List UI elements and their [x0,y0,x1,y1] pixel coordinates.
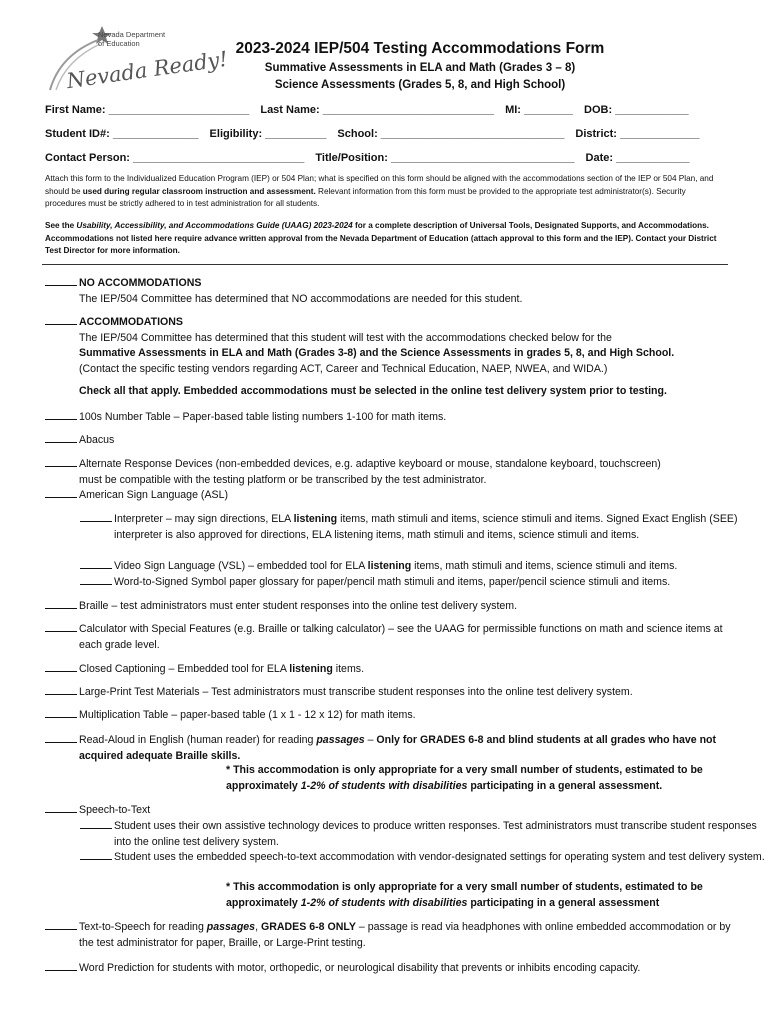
item-calculator[interactable]: Calculator with Special Features (e.g. Braille or talking calculator) – see the UAAG for permissible functions on math and science items at each grade level. [45,621,735,653]
mi-field[interactable]: MI: ________ [505,104,573,116]
item-alternate-response[interactable]: Alternate Response Devices (non-embedded devices, e.g. adaptive keyboard or mouse, standalone keyboard, touchscreen) must be compatible with the testing platform or be transcribed by the test administrator. [45,456,735,488]
item-read-aloud[interactable]: Read-Aloud in English (human reader) for reading passages – Only for GRADES 6-8 and blind students at all grades who have not acquired adequate Braille skills. [45,732,735,764]
district-field[interactable]: District: _____________ [575,128,700,140]
contact-row [45,152,725,164]
item-word-prediction[interactable]: Word Prediction for students with motor, orthopedic, or neurological disability that prevents or inhibits encoding capacity. [45,960,735,977]
name-row [45,104,725,116]
agency-line2: of Education [98,39,140,48]
accommodations-option[interactable]: ACCOMMODATIONS The IEP/504 Committee has determined that this student will test with the accommodations checked below for the Summative Assessments in ELA and Math (Grades 3-8) and the Science Assessments in grades 5, 8, and High School. (Contact the specific testing vendors regarding ACT, Career and Technical Education, NAEP, NWEA, and WIDA.) [45,314,735,377]
checkbox-blank[interactable] [45,314,77,325]
intro-paragraph-2: See the Usability, Accessibility, and Accommodations Guide (UAAG) 2023-2024 for a complete description of Universal Tools, Designated Supports, and Accommodations. Accommodations not listed here require advance written approval from the Nevada Department of Education (attach approval to this form and the IEP). Contact your District Test Director for more information. [45,221,717,255]
dob-field[interactable]: DOB: ____________ [584,104,689,116]
student-id-field[interactable]: Student ID#: ______________ [45,128,199,140]
divider [42,264,728,265]
item-interpreter[interactable]: Interpreter – may sign directions, ELA listening items, math stimuli and items, science stimuli and items. Signed Exact English (SEE) interpreter is also approved for directions, ELA listening items, math stimuli and items, science stimuli and items. [80,511,769,543]
item-text-to-speech[interactable]: Text-to-Speech for reading passages, GRADES 6-8 ONLY – passage is read via headphones with online embedded accommodation or by the test administrator for paper, Braille, or Large-Print testing. [45,919,735,951]
item-large-print[interactable]: Large-Print Test Materials – Test administrators must transcribe student responses into the online test delivery system. [45,684,735,701]
item-asl[interactable]: American Sign Language (ASL) [45,487,735,504]
school-field[interactable]: School: ______________________________ [337,128,565,140]
date-field[interactable]: Date: ____________ [585,152,690,164]
note-read-aloud: * This accommodation is only appropriate for a very small number of students, estimated to be approximately 1-2% of students with disabilities participating in a general assessment. [226,764,703,792]
item-speech-to-text[interactable]: Speech-to-Text [45,802,735,819]
item-stt-own-device[interactable]: Student uses their own assistive technology devices to produce written responses. Test administrators must transcribe student responses into the online test delivery system. [80,818,769,850]
item-multiplication-table[interactable]: Multiplication Table – paper-based table (1 x 1 - 12 x 12) for math items. [45,707,735,724]
item-stt-embedded[interactable]: Student uses the embedded speech-to-text accommodation with vendor-designated settings for operating system and test delivery system. [80,849,769,866]
item-vsl[interactable]: Video Sign Language (VSL) – embedded tool for ELA listening items, math stimuli and items, science stimuli and items. [80,558,735,575]
item-100s-table[interactable]: 100s Number Table – Paper-based table listing numbers 1-100 for math items. [45,409,735,426]
form-title: 2023-2024 IEP/504 Testing Accommodations Form [235,40,605,57]
check-all-instruction: Check all that apply. Embedded accommodations must be selected in the online test delivery system prior to testing. [79,385,667,397]
brand-text: Nevada Ready! [65,46,230,94]
no-accommodations-option[interactable]: NO ACCOMMODATIONS The IEP/504 Committee has determined that NO accommodations are needed for this student. [45,275,735,307]
contact-person-field[interactable]: Contact Person: ____________________________ [45,152,305,164]
first-name-field[interactable]: First Name: _______________________ [45,104,250,116]
id-row [45,128,725,140]
last-name-field[interactable]: Last Name: ____________________________ [260,104,494,116]
item-word-to-signed[interactable]: Word-to-Signed Symbol paper glossary for paper/pencil math stimuli and items, paper/pencil science stimuli and items. [80,574,735,591]
item-abacus[interactable]: Abacus [45,432,735,449]
item-braille[interactable]: Braille – test administrators must enter student responses into the online test delivery system. [45,598,735,615]
form-subtitle-1: Summative Assessments in ELA and Math (Grades 3 – 8) [264,62,576,74]
eligibility-field[interactable]: Eligibility: __________ [209,128,327,140]
checkbox-blank[interactable] [45,275,77,286]
note-speech-to-text: * This accommodation is only appropriate for a very small number of students, estimated to be approximately 1-2% of students with disabilities participating in a general assessment [226,881,703,909]
intro-paragraph-1: Attach this form to the Individualized Education Program (IEP) or 504 Plan; what is specified on this form should be aligned with the accommodations section of the IEP or 504 Plan, and should be used during regular classroom instruction and assessment. Relevant information from this form must be provided to the appropriate test administrator(s). Security procedures must be strictly adhered to in test administration for all students. [45,174,714,208]
form-subtitle-2: Science Assessments (Grades 5, 8, and High School) [274,79,566,91]
title-position-field[interactable]: Title/Position: ______________________________ [315,152,575,164]
agency-line1: Nevada Department [98,30,166,39]
item-closed-captioning[interactable]: Closed Captioning – Embedded tool for ELA listening items. [45,661,735,678]
nde-logo [40,20,230,95]
